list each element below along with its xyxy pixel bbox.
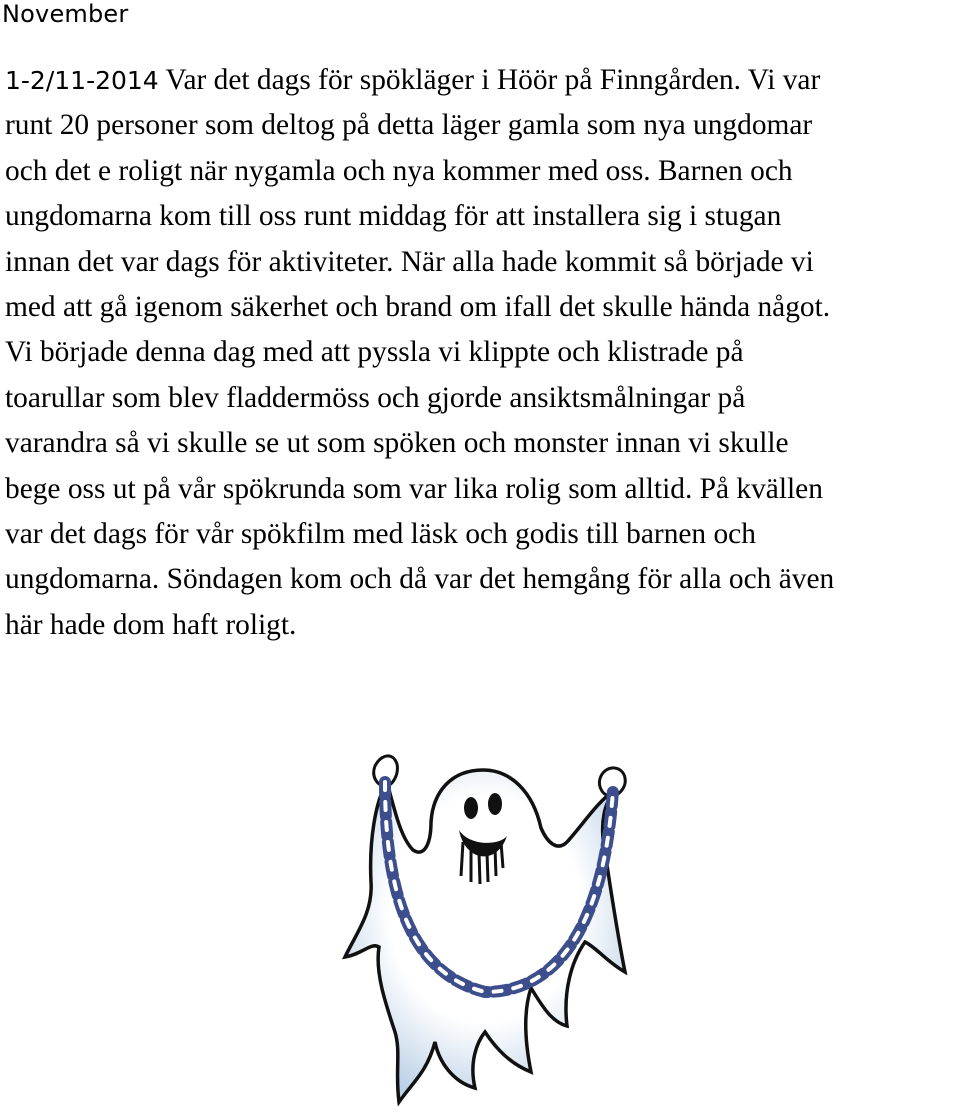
- paragraph-line: runt 20 personer som deltog på detta läger gamla som nya ungdomar: [5, 109, 813, 142]
- ghost-illustration: [335, 742, 635, 1114]
- ghost-left-eye: [464, 797, 478, 819]
- paragraph-line: och det e roligt när nygamla och nya kommer med oss. Barnen och: [5, 154, 793, 187]
- paragraph-line: varandra så vi skulle se ut som spöken och monster innan vi skulle: [5, 427, 789, 460]
- paragraph-line: bege oss ut på vår spökrunda som var lika rolig som alltid. På kvällen: [5, 472, 823, 505]
- page-heading: November: [2, 0, 129, 28]
- paragraph-line: [5, 58, 960, 103]
- ghost-right-eye: [488, 793, 502, 815]
- paragraph-line: här hade dom haft roligt.: [5, 608, 297, 641]
- paragraph-line: ungdomarna. Söndagen kom och då var det hemgång för alla och även: [5, 563, 835, 596]
- date-text: 1-2/11-2014: [5, 66, 159, 95]
- ghost-with-chain-icon: [335, 742, 635, 1114]
- paragraph-line: med att gå igenom säkerhet och brand om ifall det skulle hända något.: [5, 291, 831, 324]
- body-paragraph: [5, 58, 960, 648]
- paragraph-line: toarullar som blev fladdermöss och gjorde ansiktsmålningar på: [5, 381, 746, 414]
- paragraph-line: ungdomarna kom till oss runt middag för att installera sig i stugan: [5, 200, 782, 233]
- paragraph-line: innan det var dags för aktiviteter. När alla hade kommit så började vi: [5, 245, 814, 278]
- paragraph-line: var det dags för vår spökfilm med läsk och godis till barnen och: [5, 518, 756, 551]
- paragraph-line: Vi började denna dag med att pyssla vi klippte och klistrade på: [5, 336, 744, 369]
- paragraph-line-text: Var det dags för spökläger i Höör på Finngården. Vi var: [158, 64, 821, 96]
